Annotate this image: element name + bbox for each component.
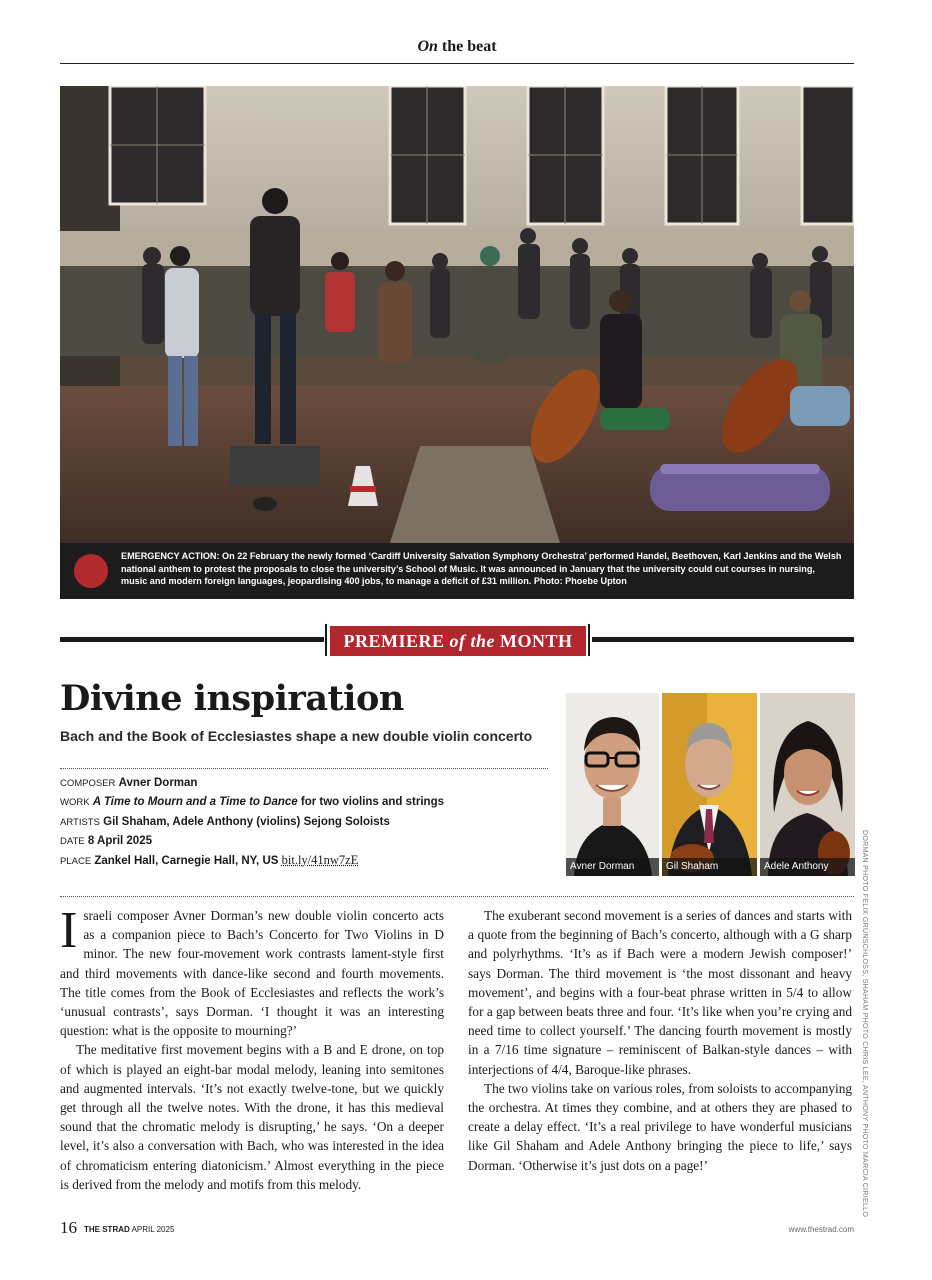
banner-rule-right — [592, 637, 854, 642]
portrait-avner-dorman — [566, 693, 659, 876]
info-work: WORK A Time to Mourn and a Time to Dance for two violins and strings — [60, 796, 444, 809]
body-paragraph: Israeli composer Avner Dorman’s new double violin concerto acts as a companion piece to Bach’s Concerto for Two Violins in D minor. The new four-movement work contrasts lament-style first and third movements with dance-like second and fourth movements. The title comes from the Book of Ecclesiastes and reflects the work’s ‘unusual contrasts’, says Dorman. ‘I thought it was an interesting question: what is the opposite to mourning?’ — [60, 902, 444, 1039]
info-place: PLACE Zankel Hall, Carnegie Hall, NY, US bit.ly/41nw7zE — [60, 853, 359, 868]
drop-cap: I — [60, 902, 78, 959]
info-date: DATE 8 April 2025 — [60, 834, 152, 847]
photo-credit — [858, 830, 870, 1218]
banner-post: MONTH — [495, 631, 573, 651]
banner-divider — [325, 624, 327, 656]
banner-rule-left — [60, 637, 324, 642]
info-link[interactable]: bit.ly/41nw7zE — [281, 853, 359, 868]
photo-credit-text: DORMAN PHOTO FELIX GRÜNSCHLOSS, SHAHAM PHOTO CHRIS LEE, ANTHONY PHOTO MARCIA CIRIELLO — [861, 830, 868, 1218]
portrait-label: Gil Shaham — [662, 858, 757, 876]
body-paragraph: The meditative first movement begins with a B and E drone, on top of which is played an eight-bar modal melody, leaning into semitones and augmented intervals. ‘It’s not exactly twelve-tone, but we quickly get through all the twelve notes. With the drone, it has this medieval sound that the chromatic melody is disrupting,’ he says. ‘On a deeper level, it’s also a conversation with Bach, who was interested in the idea of chromaticism entering diatonicism.’ Almost everything in the piece is derived from the melody and motifs from this melody. — [60, 1042, 444, 1192]
premiere-info — [60, 774, 550, 871]
banner-pre: PREMIERE — [343, 631, 450, 651]
portrait-adele-anthony — [760, 693, 855, 876]
standfirst: Bach and the Book of Ecclesiastes shape a new double violin concerto — [60, 728, 533, 744]
body-column-left — [60, 902, 444, 1194]
info-composer: COMPOSER Avner Dorman — [60, 777, 198, 789]
banner-divider — [588, 624, 590, 656]
photo-caption — [60, 543, 854, 599]
section-header — [60, 38, 854, 56]
headline: Divine inspiration — [60, 678, 404, 719]
magazine-issue: THE STRAD APRIL 2025 — [84, 1225, 175, 1234]
portrait-label: Avner Dorman — [566, 858, 659, 876]
body-divider — [60, 896, 854, 897]
portrait-label: Adele Anthony — [760, 858, 855, 876]
info-artists: ARTISTS Gil Shaham, Adele Anthony (violins) Sejong Soloists — [60, 815, 390, 828]
info-divider — [60, 768, 548, 769]
caption-marker — [74, 554, 108, 588]
premiere-banner — [330, 626, 586, 656]
header-rule — [60, 63, 854, 64]
orchestra-photo — [60, 86, 854, 543]
body-paragraph: The exuberant second movement is a series of dances and starts with a quote from the beginning of Bach’s concerto, although with a G sharp and polyrhythms. ‘It’s as if Bach were a modern Jewish composer!’ says Dorman. The third movement is ‘the most dissonant and heavy movement’, and begins with a four-beat phrase written in 5/4 to allow for a gap between beats three and four. ‘It’s like when you’re crying and need time to collect yourself.’ The dancing fourth movement is mostly in a 7/16 time signature – reminiscent of Balkan-style dances – with interjections of 4/4, Baroque-like phrases. — [468, 908, 852, 1077]
page-number: 16 — [60, 1218, 77, 1237]
portrait-gil-shaham — [662, 693, 757, 876]
body-column-right — [468, 906, 852, 1175]
caption-text: EMERGENCY ACTION: On 22 February the newly formed ‘Cardiff University Salvation Symphony Orchestra’ performed Handel, Beethoven, Karl Jenkins and the Welsh national anthem to protest the proposals to close the university’s School of Music. It was announced in January that the university could cut courses in nursing, music and modern foreign languages, jeopardising 400 jobs, to manage a deficit of £31 million. Photo: Phoebe Upton — [121, 551, 842, 586]
body-paragraph: The two violins take on various roles, from soloists to accompanying the orchestra. At times they combine, and at others they are phased to create a delay effect. ‘It’s a real privilege to have wonderful musicians like Gil Shaham and Adele Anthony bringing the piece to life,’ says Dorman. ‘Otherwise it’s just dots on a page!’ — [468, 1080, 852, 1173]
section-header-italic: On — [417, 38, 438, 55]
section-header-rest: the beat — [437, 38, 497, 55]
website-url[interactable]: www.thestrad.com — [788, 1225, 854, 1234]
banner-mid: of the — [449, 631, 495, 651]
